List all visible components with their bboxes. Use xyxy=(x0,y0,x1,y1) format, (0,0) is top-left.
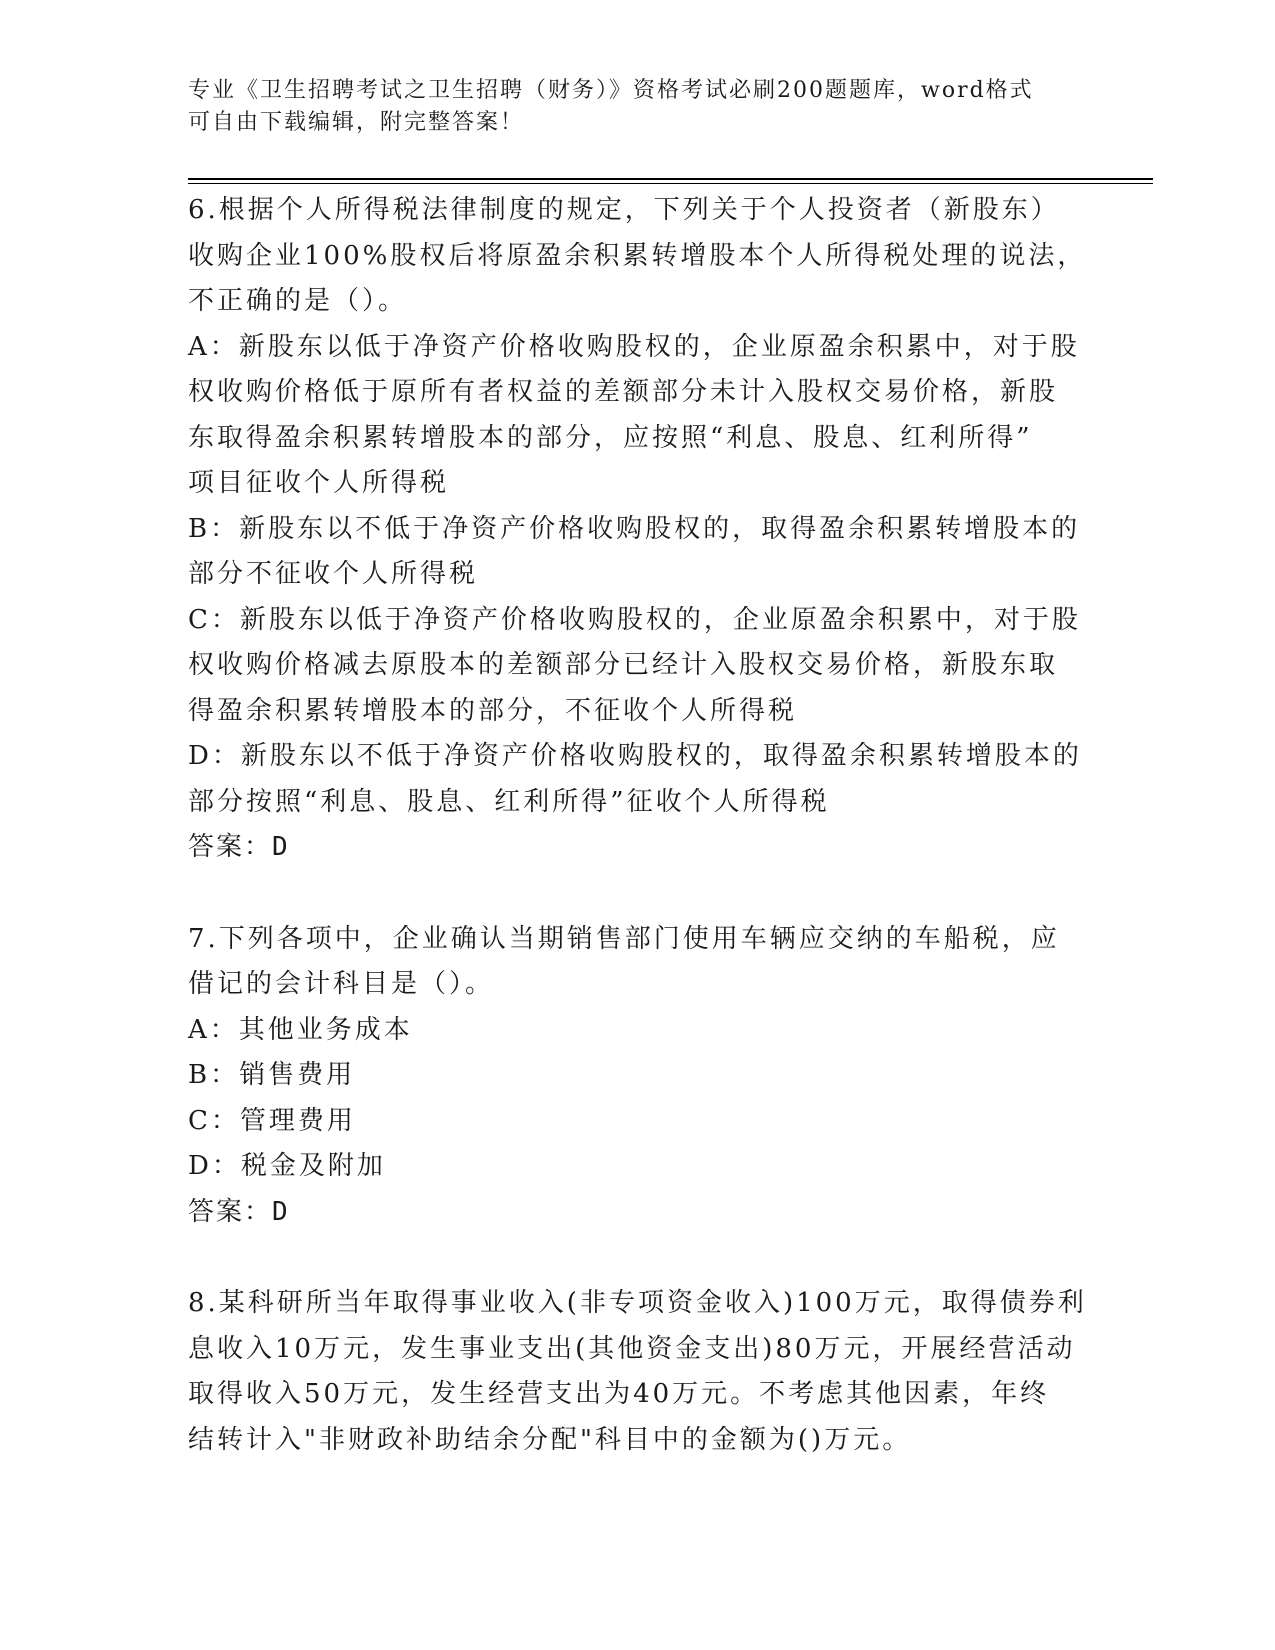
question-stem-line: 收购企业100%股权后将原盈余积累转增股本个人所得税处理的说法， xyxy=(188,240,1087,271)
header-divider-thin xyxy=(188,183,1153,184)
question-stem-line: 7.下列各项中，企业确认当期销售部门使用车辆应交纳的车船税，应 xyxy=(188,923,1060,954)
question-8 xyxy=(188,1281,1088,1463)
question-list xyxy=(188,188,1088,1463)
header-line: 专业《卫生招聘考试之卫生招聘（财务）》资格考试必刷200题题库，word格式 xyxy=(188,78,1034,103)
option-line: 权收购价格低于原所有者权益的差额部分未计入股权交易价格，新股 xyxy=(188,377,1059,407)
answer-label: 答案：D xyxy=(188,1196,290,1227)
option-line: D：新股东以不低于净资产价格收购股权的，取得盈余积累转增股本的 xyxy=(188,741,1082,771)
option-line: 得盈余积累转增股本的部分，不征收个人所得税 xyxy=(188,695,798,726)
question-stem-line: 结转计入"非财政补助结余分配"科目中的金额为()万元。 xyxy=(188,1424,912,1455)
option-d xyxy=(188,734,1088,825)
question-stem-line: 取得收入50万元，发生经营支出为40万元。不考虑其他因素，年终 xyxy=(188,1379,1050,1409)
option-line: A：新股东以低于净资产价格收购股权的，企业原盈余积累中，对于股 xyxy=(188,331,1080,362)
question-stem-line: 息收入10万元，发生事业支出(其他资金支出)80万元，开展经营活动 xyxy=(188,1333,1076,1364)
option-line: B：新股东以不低于净资产价格收购股权的，取得盈余积累转增股本的 xyxy=(188,513,1081,544)
header-line: 可自由下载编辑，附完整答案！ xyxy=(188,110,525,135)
option-c: C：管理费用 xyxy=(188,1105,356,1136)
option-c xyxy=(188,598,1088,735)
question-stem-line: 不正确的是（）。 xyxy=(188,286,408,316)
option-line: 部分按照“利息、股息、红利所得”征收个人所得税 xyxy=(188,786,830,817)
question-stem-line: 借记的会计科目是（）。 xyxy=(188,969,495,999)
option-a xyxy=(188,325,1088,507)
option-line: 部分不征收个人所得税 xyxy=(188,559,479,589)
spacer xyxy=(188,871,1088,917)
option-line: 东取得盈余积累转增股本的部分，应按照“利息、股息、红利所得” xyxy=(188,422,1033,453)
page-header xyxy=(188,75,1068,139)
option-b xyxy=(188,507,1088,598)
header-divider-thick xyxy=(188,178,1153,180)
option-b: B：销售费用 xyxy=(188,1060,356,1090)
question-7 xyxy=(188,917,1088,1236)
option-a: A：其他业务成本 xyxy=(188,1014,413,1045)
question-stem-line: 8.某科研所当年取得事业收入(非专项资金收入)100万元，取得债券利 xyxy=(188,1288,1087,1318)
option-line: 项目征收个人所得税 xyxy=(188,468,450,498)
question-stem-line: 6.根据个人所得税法律制度的规定，下列关于个人投资者（新股东） xyxy=(188,195,1060,225)
option-line: C：新股东以低于净资产价格收购股权的，企业原盈余积累中，对于股 xyxy=(188,604,1081,635)
option-d: D：税金及附加 xyxy=(188,1151,386,1181)
answer-label: 答案：D xyxy=(188,832,290,862)
question-6 xyxy=(188,188,1088,871)
spacer xyxy=(188,1235,1088,1281)
option-line: 权收购价格减去原股本的差额部分已经计入股权交易价格，新股东取 xyxy=(188,650,1059,680)
